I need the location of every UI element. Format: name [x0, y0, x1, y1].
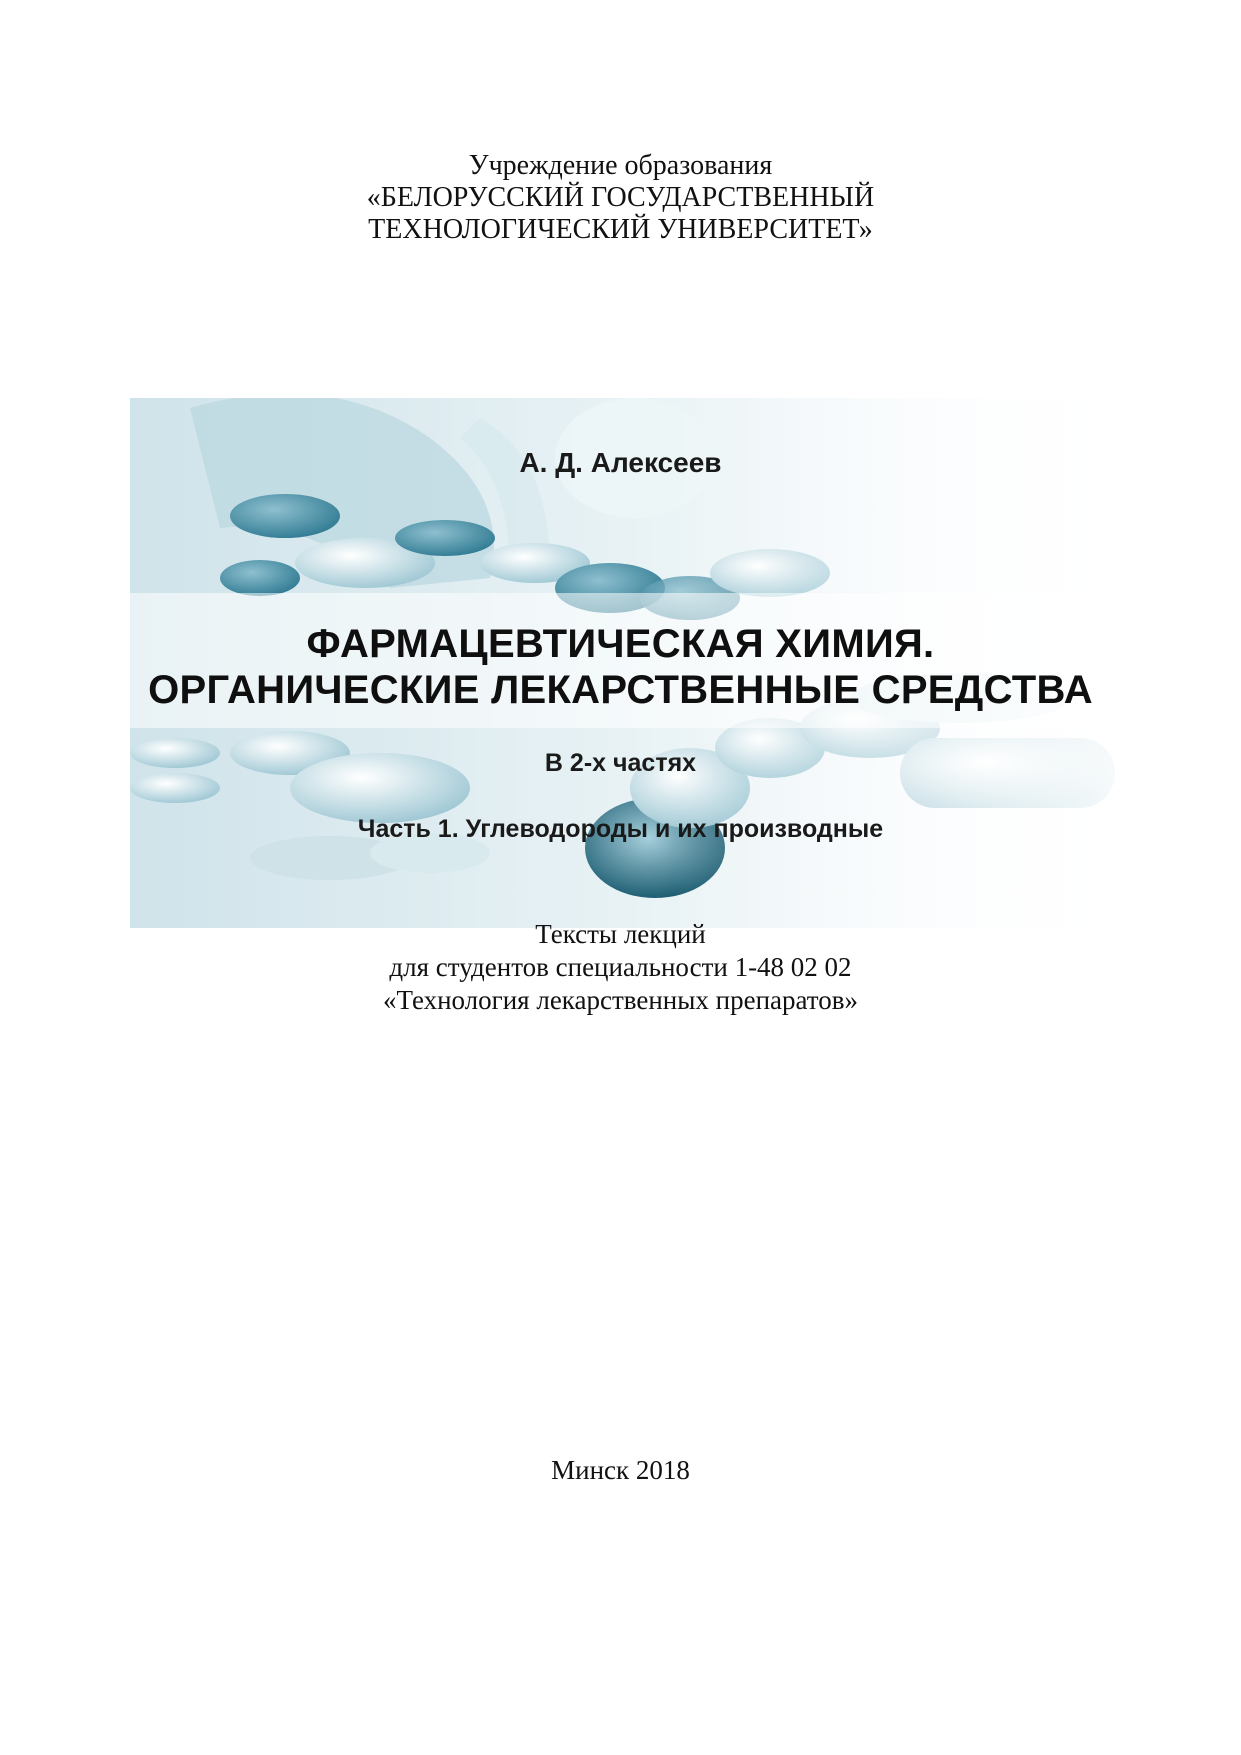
description-line-2: для студентов специальности 1-48 02 02 [389, 952, 852, 982]
description-line-3: «Технология лекарственных препаратов» [383, 985, 858, 1015]
institution-line-2: «БЕЛОРУССКИЙ ГОСУДАРСТВЕННЫЙ [366, 182, 875, 213]
parts-note: В 2-х частях [544, 749, 697, 777]
part-title: Часть 1. Углеводороды и их производные [357, 815, 884, 843]
city-year: Минск 2018 [551, 1455, 690, 1485]
institution-line-3: ТЕХНОЛОГИЧЕСКИЙ УНИВЕРСИТЕТ» [368, 214, 873, 245]
title-line-1: ФАРМАЦЕВТИЧЕСКАЯ ХИМИЯ. [306, 622, 935, 666]
title-line-2: ОРГАНИЧЕСКИЕ ЛЕКАРСТВЕННЫЕ СРЕДСТВА [148, 668, 1093, 712]
institution-line-1: Учреждение образования [468, 150, 773, 181]
author-name: А. Д. Алексеев [519, 447, 722, 478]
description-line-1: Тексты лекций [535, 919, 706, 949]
institution-block [0, 150, 1241, 246]
description-block [0, 918, 1241, 1017]
